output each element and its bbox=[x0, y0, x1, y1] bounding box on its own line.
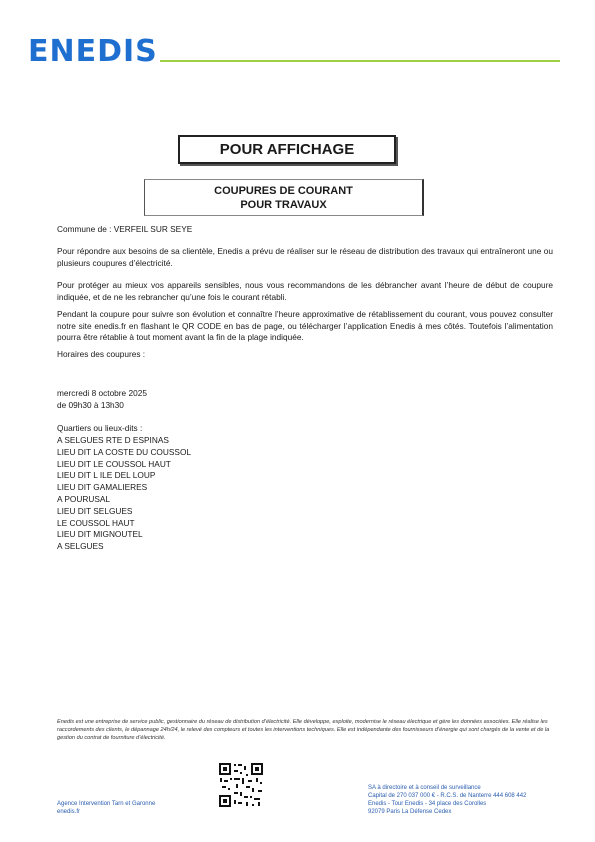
header-accent-line bbox=[160, 60, 560, 62]
title-line-2: POUR TRAVAUX bbox=[240, 199, 327, 211]
footer-left bbox=[57, 800, 155, 816]
commune-line: Commune de : VERFEIL SUR SEYE bbox=[57, 224, 193, 234]
list-item: A SELGUES RTE D ESPINAS bbox=[57, 435, 169, 445]
list-item: LIEU DIT LA COSTE DU COUSSOL bbox=[57, 446, 192, 457]
outage-date: mercredi 8 octobre 2025 bbox=[57, 388, 147, 398]
outage-time: de 09h30 à 13h30 bbox=[57, 400, 124, 410]
list-item: LIEU DIT LE COUSSOL HAUT bbox=[57, 458, 171, 469]
company-address-2: 92079 Paris La Défense Cedex bbox=[368, 809, 452, 815]
enedis-logo bbox=[28, 34, 158, 69]
legal-notice: Enedis est une entreprise de service public, gestionnaire du réseau de distribution d’électricité. Elle développe, exploite, modernise le réseau électrique et gère les données associées. Elle réalise les raccordements des clients, le dépannage 24h/24, le relevé des compteurs et toutes les interventions techniques. Elle est indépendante des fournisseurs d’énergie qui sont chargés de la vente et de la gestion du contrat de fourniture d’électricité. bbox=[57, 719, 550, 741]
list-item: LIEU DIT L ILE DEL LOUP bbox=[57, 470, 156, 481]
affichage-label: POUR AFFICHAGE bbox=[219, 141, 355, 158]
company-capital: Capital de 270 037 000 € - R.C.S. de Nanterre 444 608 442 bbox=[368, 793, 527, 799]
list-item: LIEU DIT SELGUES bbox=[57, 505, 133, 516]
website-link[interactable]: enedis.fr bbox=[57, 809, 81, 815]
agency-name: Agence Intervention Tarn et Garonne bbox=[57, 801, 156, 807]
quartiers-label: Quartiers ou lieux-dits : bbox=[57, 423, 143, 433]
company-address-1: Enedis - Tour Enedis - 34 place des Corolles bbox=[368, 801, 487, 807]
paragraph-1: Pour répondre aux besoins de sa clientèle, Enedis a prévu de réaliser sur le réseau de distribution des travaux qui entraîneront une ou plusieurs coupures d’électricité. bbox=[57, 246, 553, 268]
qr-code-icon[interactable] bbox=[218, 762, 264, 808]
logo-text: ENEDIS bbox=[28, 34, 158, 69]
company-type: SA à directoire et à conseil de surveillance bbox=[368, 785, 481, 791]
list-item: LE COUSSOL HAUT bbox=[57, 517, 135, 528]
pour-affichage-box bbox=[178, 135, 396, 164]
paragraph-2: Pour protéger au mieux vos appareils sensibles, nous vous recommandons de les débrancher avant l’heure de début de coupure indiquée, et de ne les rebrancher qu’une fois le courant rétabli. bbox=[57, 280, 553, 302]
list-item: LIEU DIT GAMALIERES bbox=[57, 482, 148, 493]
coupures-title-box bbox=[144, 179, 424, 216]
title-line-1: COUPURES DE COURANT bbox=[214, 185, 353, 197]
list-item: A POURUSAL bbox=[57, 493, 111, 504]
places-list bbox=[57, 435, 191, 553]
list-item: LIEU DIT MIGNOUTEL bbox=[57, 529, 143, 540]
footer-right bbox=[368, 784, 526, 816]
horaires-label: Horaires des coupures : bbox=[57, 349, 146, 359]
list-item: A SELGUES bbox=[57, 541, 104, 552]
paragraph-3: Pendant la coupure pour suivre son évolution et connaître l’heure approximative de rétablissement du courant, vous pouvez consulter notre site enedis.fr en flashant le QR CODE en bas de page, ou télécharger l’application Enedis à mes côtés. Toutefois l’alimentation pourra être rétablie à tout moment avant la fin de la plage indiquée. bbox=[57, 309, 553, 342]
